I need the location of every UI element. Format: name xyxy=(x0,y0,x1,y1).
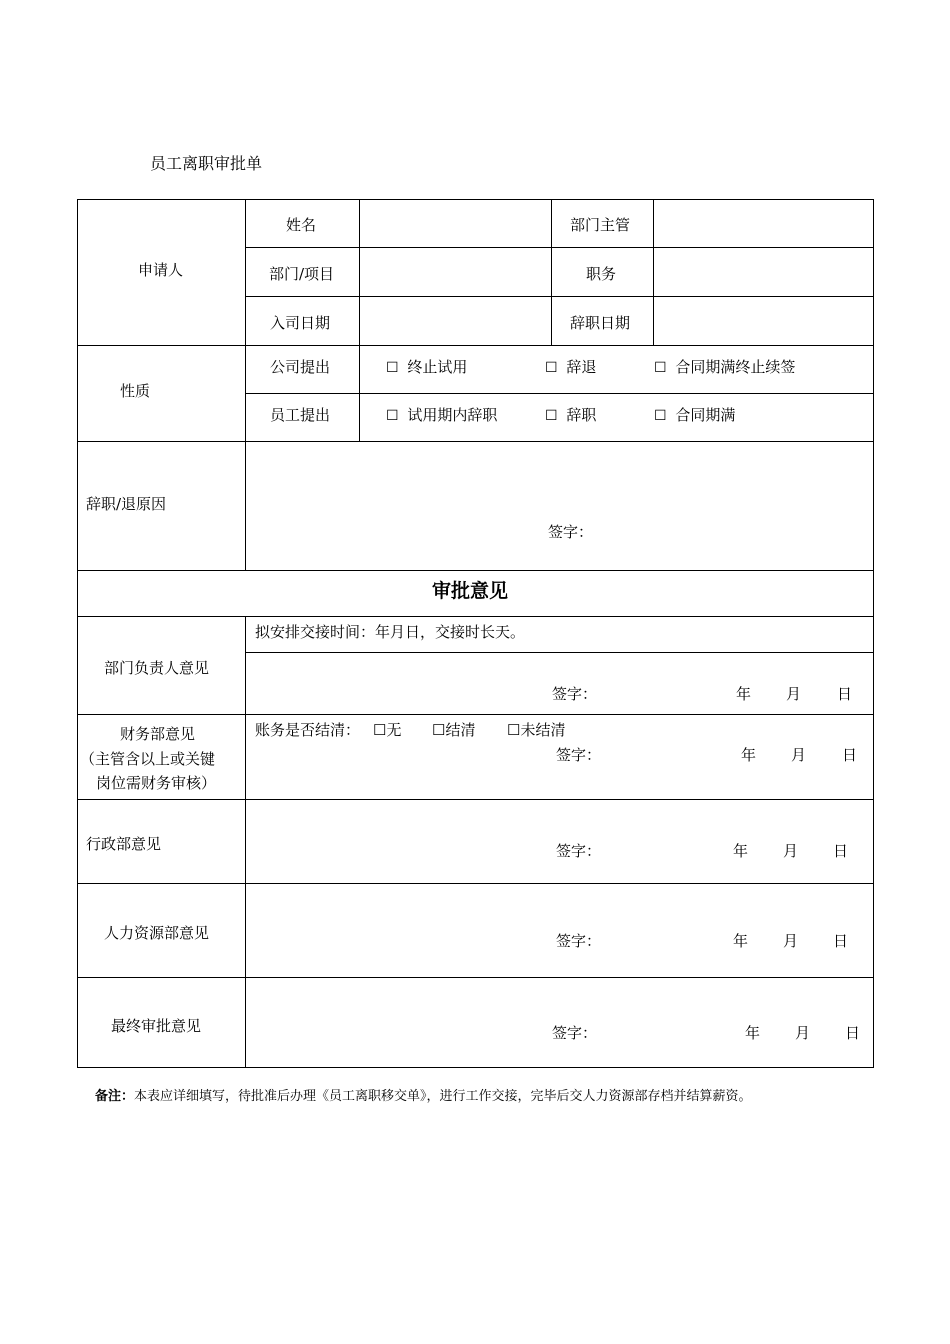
footnote-text: 本表应详细填写，待批准后办理《员工离职移交单》，进行工作交接，完毕后交人力资源部存档并结算薪资。 xyxy=(134,1089,752,1104)
footnote-prefix: 备注： xyxy=(95,1089,135,1104)
admin-month: 月 xyxy=(783,842,799,860)
dept-project-label: 部门/项目 xyxy=(269,265,335,283)
option-dismissal[interactable]: ☐ 辞退 xyxy=(545,358,597,376)
finance-label-line3: 岗位需财务审核） xyxy=(96,774,217,792)
name-label: 姓名 xyxy=(286,216,317,234)
finance-day: 日 xyxy=(842,746,858,764)
option-resign[interactable]: ☐ 辞职 xyxy=(545,406,597,424)
option-settled[interactable]: ☐结清 xyxy=(432,721,476,739)
finance-label-line1: 财务部意见 xyxy=(120,725,196,743)
dept-head-month: 月 xyxy=(786,685,802,703)
document-title: 员工离职审批单 xyxy=(150,154,263,173)
hr-month: 月 xyxy=(783,932,799,950)
dept-head-label: 部门负责人意见 xyxy=(104,659,210,677)
reason-field[interactable] xyxy=(247,443,872,569)
finance-month: 月 xyxy=(791,746,807,764)
reason-sign-label: 签字： xyxy=(548,523,594,541)
approval-heading: 审批意见 xyxy=(432,580,509,602)
checkbox-icon: ☐ xyxy=(654,408,667,424)
hr-year: 年 xyxy=(733,932,749,950)
position-field[interactable] xyxy=(655,249,872,295)
final-label: 最终审批意见 xyxy=(111,1017,202,1035)
option-unsettled[interactable]: ☐未结清 xyxy=(507,721,566,739)
checkbox-icon: ☐ xyxy=(386,408,399,424)
final-year: 年 xyxy=(745,1024,761,1042)
hire-date-label: 入司日期 xyxy=(270,314,331,332)
finance-label-line2: （主管含以上或关键 xyxy=(80,750,216,768)
nature-section-label: 性质 xyxy=(120,382,151,400)
name-field[interactable] xyxy=(361,201,550,246)
admin-year: 年 xyxy=(733,842,749,860)
settled-question: 账务是否结清： xyxy=(255,721,361,739)
dept-manager-field[interactable] xyxy=(655,201,872,246)
applicant-section-label: 申请人 xyxy=(138,261,184,279)
final-day: 日 xyxy=(845,1024,861,1042)
reason-label: 辞职/退原因 xyxy=(86,495,167,513)
hr-day: 日 xyxy=(833,932,849,950)
option-contract-expired[interactable]: ☐ 合同期满 xyxy=(654,406,736,424)
final-month: 月 xyxy=(795,1024,811,1042)
option-none[interactable]: ☐无 xyxy=(373,721,402,739)
dept-project-field[interactable] xyxy=(361,249,550,295)
footnote xyxy=(95,1085,752,1104)
checkbox-icon: ☐ xyxy=(545,360,558,376)
resign-date-field[interactable] xyxy=(655,298,872,344)
admin-sign-label: 签字： xyxy=(556,842,602,860)
checkbox-icon: ☐ xyxy=(654,360,667,376)
option-end-probation[interactable]: ☐ 终止试用 xyxy=(386,358,468,376)
final-sign-label: 签字： xyxy=(552,1024,598,1042)
finance-year: 年 xyxy=(741,746,757,764)
hr-label: 人力资源部意见 xyxy=(104,924,210,942)
employee-initiated-label: 员工提出 xyxy=(270,406,331,424)
option-resign-in-probation[interactable]: ☐ 试用期内辞职 xyxy=(386,406,498,424)
hr-sign-label: 签字： xyxy=(556,932,602,950)
dept-head-sign-label: 签字： xyxy=(552,685,598,703)
admin-day: 日 xyxy=(833,842,849,860)
checkbox-icon: ☐ xyxy=(545,408,558,424)
dept-head-day: 日 xyxy=(837,685,853,703)
handover-text: 拟安排交接时间：年月日，交接时长天。 xyxy=(255,623,526,641)
hire-date-field[interactable] xyxy=(361,298,550,344)
dept-head-year: 年 xyxy=(736,685,752,703)
option-contract-not-renewed[interactable]: ☐ 合同期满终止续签 xyxy=(654,358,796,376)
admin-label: 行政部意见 xyxy=(86,835,162,853)
dept-manager-label: 部门主管 xyxy=(570,216,631,234)
checkbox-icon: ☐ xyxy=(386,360,399,376)
resign-date-label: 辞职日期 xyxy=(570,314,631,332)
finance-sign-label: 签字： xyxy=(556,746,602,764)
position-label: 职务 xyxy=(586,265,617,283)
company-initiated-label: 公司提出 xyxy=(270,358,331,376)
